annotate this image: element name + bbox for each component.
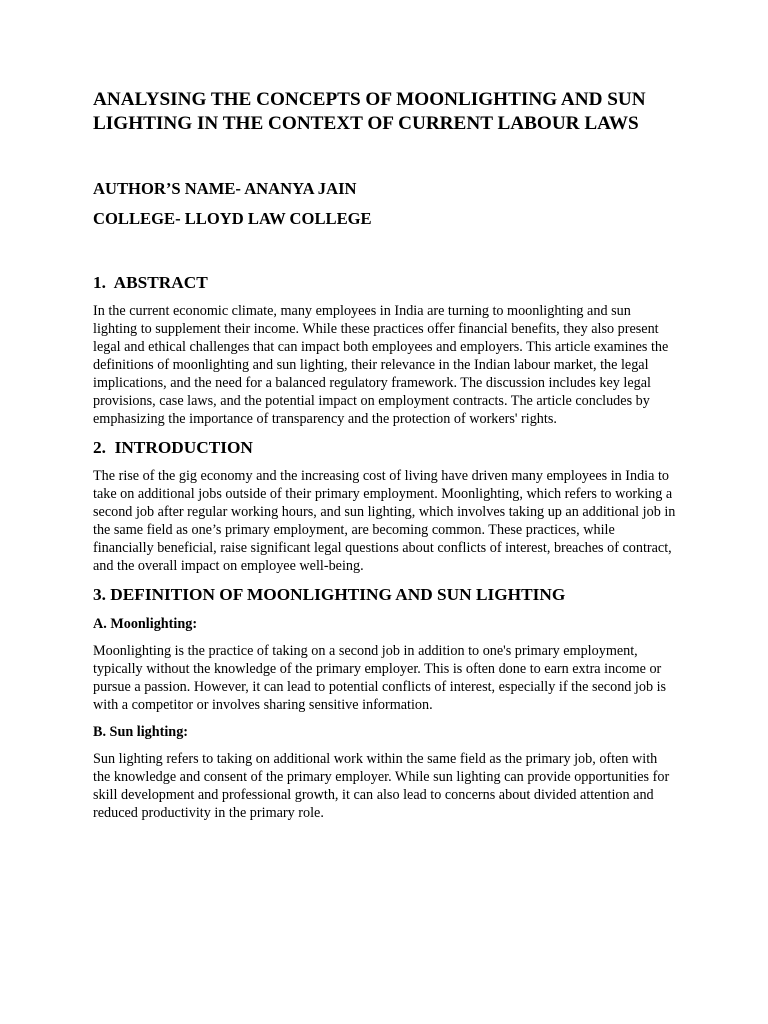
moonlighting-paragraph: Moonlighting is the practice of taking on a second job in addition to one's primary employment, typically without the knowledge of the primary employer. This is often done to earn extra income or pursue a passion. However, it can lead to potential conflicts of interest, especially if the second job is with a competitor or involves sharing sensitive information. [93, 643, 667, 713]
sunlighting-subheading: B. Sun lighting: [93, 724, 189, 740]
sunlighting-paragraph: Sun lighting refers to taking on additional work within the same field as the primary job, often with the knowledge and consent of the primary employer. While sun lighting can provide opportunities for skill development and professional growth, it can also lead to concerns about divided attention and reduced productivity in the primary role. [93, 751, 670, 821]
document-title: ANALYSING THE CONCEPTS OF MOONLIGHTING AND SUN LIGHTING IN THE CONTEXT OF CURRENT LABOUR LAWS [93, 89, 646, 134]
moonlighting-subheading: A. Moonlighting: [93, 616, 198, 632]
college-name: COLLEGE- LLOYD LAW COLLEGE [93, 209, 372, 228]
document-body [93, 88, 678, 822]
definition-heading: 3. DEFINITION OF MOONLIGHTING AND SUN LIGHTING [93, 585, 566, 604]
introduction-paragraph: The rise of the gig economy and the increasing cost of living have driven many employees in India to take on additional jobs outside of their primary employment. Moonlighting, which refers to working a second job after regular working hours, and sun lighting, which involves taking up an additional job in the same field as one’s primary employment, are becoming common. These practices, while financially beneficial, raise significant legal questions about conflicts of interest, breaches of contract, and the overall impact on employee well-being. [93, 468, 676, 574]
abstract-paragraph: In the current economic climate, many employees in India are turning to moonlighting and sun lighting to supplement their income. While these practices offer financial benefits, they also present legal and ethical challenges that can impact both employees and employers. This article examines the definitions of moonlighting and sun lighting, their relevance in the Indian labour market, the legal implications, and the need for a balanced regulatory framework. The discussion includes key legal provisions, case laws, and the potential impact on employment contracts. The article concludes by emphasizing the importance of transparency and the protection of workers' rights. [93, 303, 669, 427]
introduction-heading: 2. INTRODUCTION [93, 438, 253, 457]
abstract-heading: 1. ABSTRACT [93, 273, 208, 292]
author-name: AUTHOR’S NAME- ANANYA JAIN [93, 179, 357, 198]
